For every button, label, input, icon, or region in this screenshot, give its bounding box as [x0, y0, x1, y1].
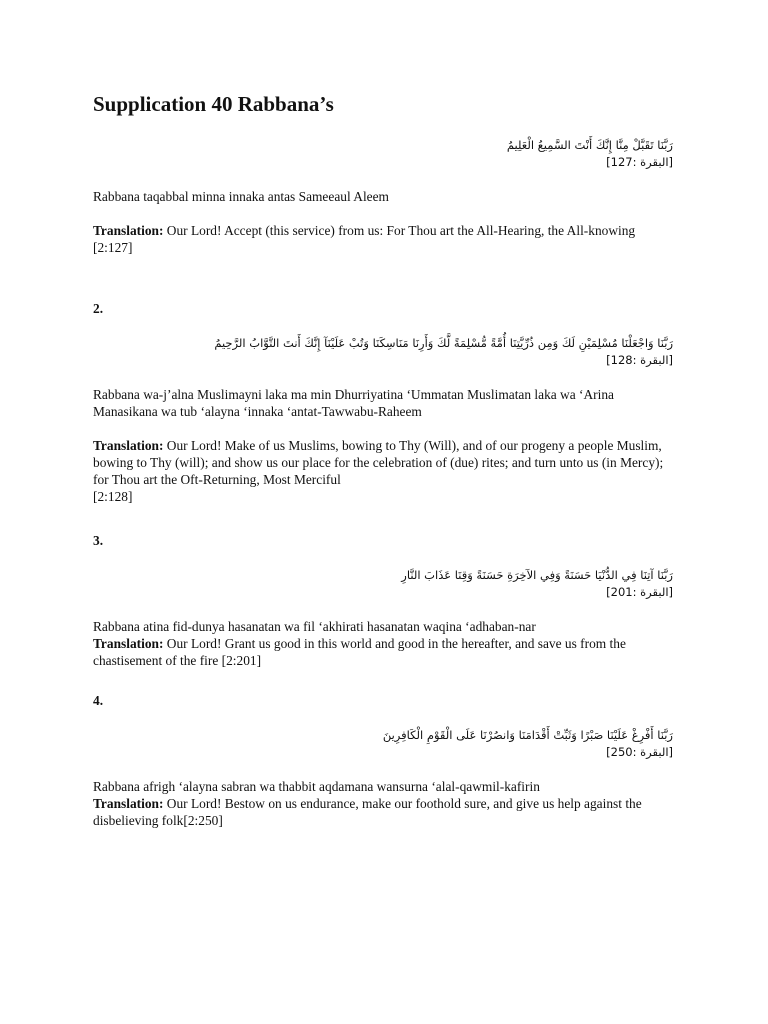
translation [93, 795, 673, 829]
supplication-entry-4 [93, 692, 673, 829]
verse-reference: [2:127] [93, 240, 133, 255]
translation-text: Our Lord! Make of us Muslims, bowing to Thy (Will), and of our progeny a people Muslim, bowing to Thy (will); and show us our place for the celebration of (due) rites; and turn unto us (in Mercy); for Thou art the Oft-Returning, Most Merciful [93, 438, 664, 487]
translation-text: Our Lord! Accept (this service) from us: For Thou art the All-Hearing, the All-knowing [166, 223, 636, 238]
arabic-verse: رَبَّنَا تَقَبَّلْ مِنَّا إِنَّكَ أَنْتَ السَّمِيعُ الْعَلِيمُ [506, 138, 673, 152]
verse-reference: [2:128] [93, 489, 133, 504]
translation-label: Translation: [93, 223, 164, 238]
transliteration: Rabbana afrigh ‘alayna sabran wa thabbit aqdamana wansurna ‘alal-qawmil-kafirin [93, 779, 540, 794]
arabic-verse: رَبَّنَا آتِنَا فِي الدُّنْيَا حَسَنَةً وَفِي الآخِرَةِ حَسَنَةً وَقِنَا عَذَابَ النَّارِ [401, 568, 673, 582]
arabic-verse: رَبَّنَا وَاجْعَلْنَا مُسْلِمَيْنِ لَكَ وَمِن ذُرِّيَّتِنَا أُمَّةً مُّسْلِمَةً لَّكَ وَأَرِنَا مَنَاسِكَنَا وَتُبْ عَلَيْنَآ إِنَّكَ أَنتَ التَّوَّابُ الرَّحِيمُ [214, 336, 673, 350]
arabic-reference: [البقرة :127] [606, 155, 673, 169]
transliteration: Rabbana atina fid-dunya hasanatan wa fil ‘akhirati hasanatan waqina ‘adhaban-nar [93, 619, 536, 634]
transliteration: Rabbana wa-j’alna Muslimayni laka ma min Dhurriyatina ‘Ummatan Muslimatan laka wa ‘Arina Manasikana wa tub ‘alayna ‘innaka ‘antat-Tawwabu-Raheem [93, 387, 614, 419]
translation-label: Translation: [93, 636, 164, 651]
entry-number: 3. [93, 533, 104, 548]
translation-text: Our Lord! Bestow on us endurance, make our foothold sure, and give us help against the disbelieving folk[2:250] [93, 796, 642, 828]
supplication-entry-3 [93, 532, 673, 669]
supplication-entry-2 [93, 300, 673, 505]
transliteration: Rabbana taqabbal minna innaka antas Sameeaul Aleem [93, 189, 389, 204]
translation [93, 437, 673, 488]
entry-number: 2. [93, 301, 104, 316]
arabic-verse: رَبَّنَا أَفْرِغْ عَلَيْنَا صَبْرًا وَثَبِّتْ أَقْدَامَنَا وَانصُرْنَا عَلَى الْقَوْمِ الْكَافِرِينَ [382, 728, 673, 742]
translation-text: Our Lord! Grant us good in this world and good in the hereafter, and save us from the chastisement of the fire [2:201] [93, 636, 626, 668]
arabic-reference: [البقرة :128] [606, 353, 673, 367]
translation [93, 222, 673, 239]
arabic-reference: [البقرة :250] [606, 745, 673, 759]
page-title: Supplication 40 Rabbana’s [93, 92, 334, 116]
arabic-reference: [البقرة :201] [606, 585, 673, 599]
translation-label: Translation: [93, 796, 164, 811]
translation [93, 635, 673, 669]
translation-label: Translation: [93, 438, 164, 453]
entry-number: 4. [93, 693, 104, 708]
supplication-entry-1 [93, 136, 673, 256]
